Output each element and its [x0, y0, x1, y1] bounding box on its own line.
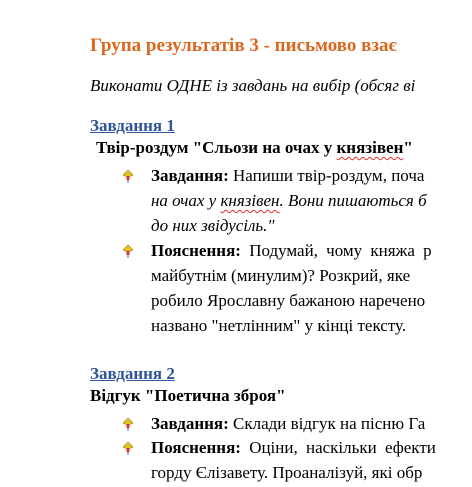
pushpin-bullet-icon	[121, 417, 135, 431]
explanation-text-line-3: робило Ярославну бажаною наречено	[151, 291, 426, 310]
explanation-text-line-2: горду Єлізавету. Проаналізуй, які обр	[151, 463, 423, 482]
task-1-explanation	[151, 238, 432, 338]
task-2-heading[interactable]: Завдання 2	[90, 364, 175, 383]
assignment-label: Завдання:	[151, 166, 229, 185]
explanation-text-line-1: Подумай, чому княжа р	[240, 241, 432, 260]
document-title: Група результатів 3 - письмово взає	[90, 35, 397, 56]
explanation-text-line-2: майбутнім (минулим)? Розкрий, яке	[151, 266, 411, 285]
explanation-label: Пояснення:	[151, 438, 241, 457]
assignment-text-line-2-prefix: на очах у	[151, 191, 221, 210]
assignment-text-line-1: Склади відгук на пісню Га	[228, 414, 426, 433]
explanation-text-line-1: Оціни, наскільки ефекти	[240, 438, 436, 457]
pushpin-bullet-icon	[121, 169, 135, 183]
task-1-heading[interactable]: Завдання 1	[90, 116, 175, 135]
task-2-assignment	[151, 411, 425, 436]
assignment-label: Завдання:	[151, 414, 229, 433]
task-2-subtitle: Відгук "Поетична зброя"	[90, 386, 286, 405]
assignment-text-line-3: до них звідусіль."	[151, 216, 275, 235]
task-1-assignment	[151, 163, 427, 238]
pushpin-bullet-icon	[121, 244, 135, 258]
explanation-text-line-4: названо "нетлінним" у кінці тексту.	[151, 316, 407, 335]
task-1-subtitle-misspelled-word: князівен	[336, 138, 404, 157]
assignment-text-line-1: Напиши твір-роздум, поча	[228, 166, 425, 185]
pushpin-bullet-icon	[121, 441, 135, 455]
assignment-text-line-2-suffix: . Вони пишаються б	[279, 191, 427, 210]
task-1-subtitle-prefix: Твір-роздум "Сльози на очах у	[96, 138, 337, 157]
task-1-subtitle	[96, 138, 413, 158]
explanation-label: Пояснення:	[151, 241, 241, 260]
intro-text: Виконати ОДНЕ із завдань на вибір (обсяг ві	[90, 76, 416, 95]
assignment-misspelled-word: князівен	[220, 191, 280, 210]
task-1-subtitle-suffix: "	[403, 138, 413, 157]
task-2-explanation	[151, 435, 436, 485]
